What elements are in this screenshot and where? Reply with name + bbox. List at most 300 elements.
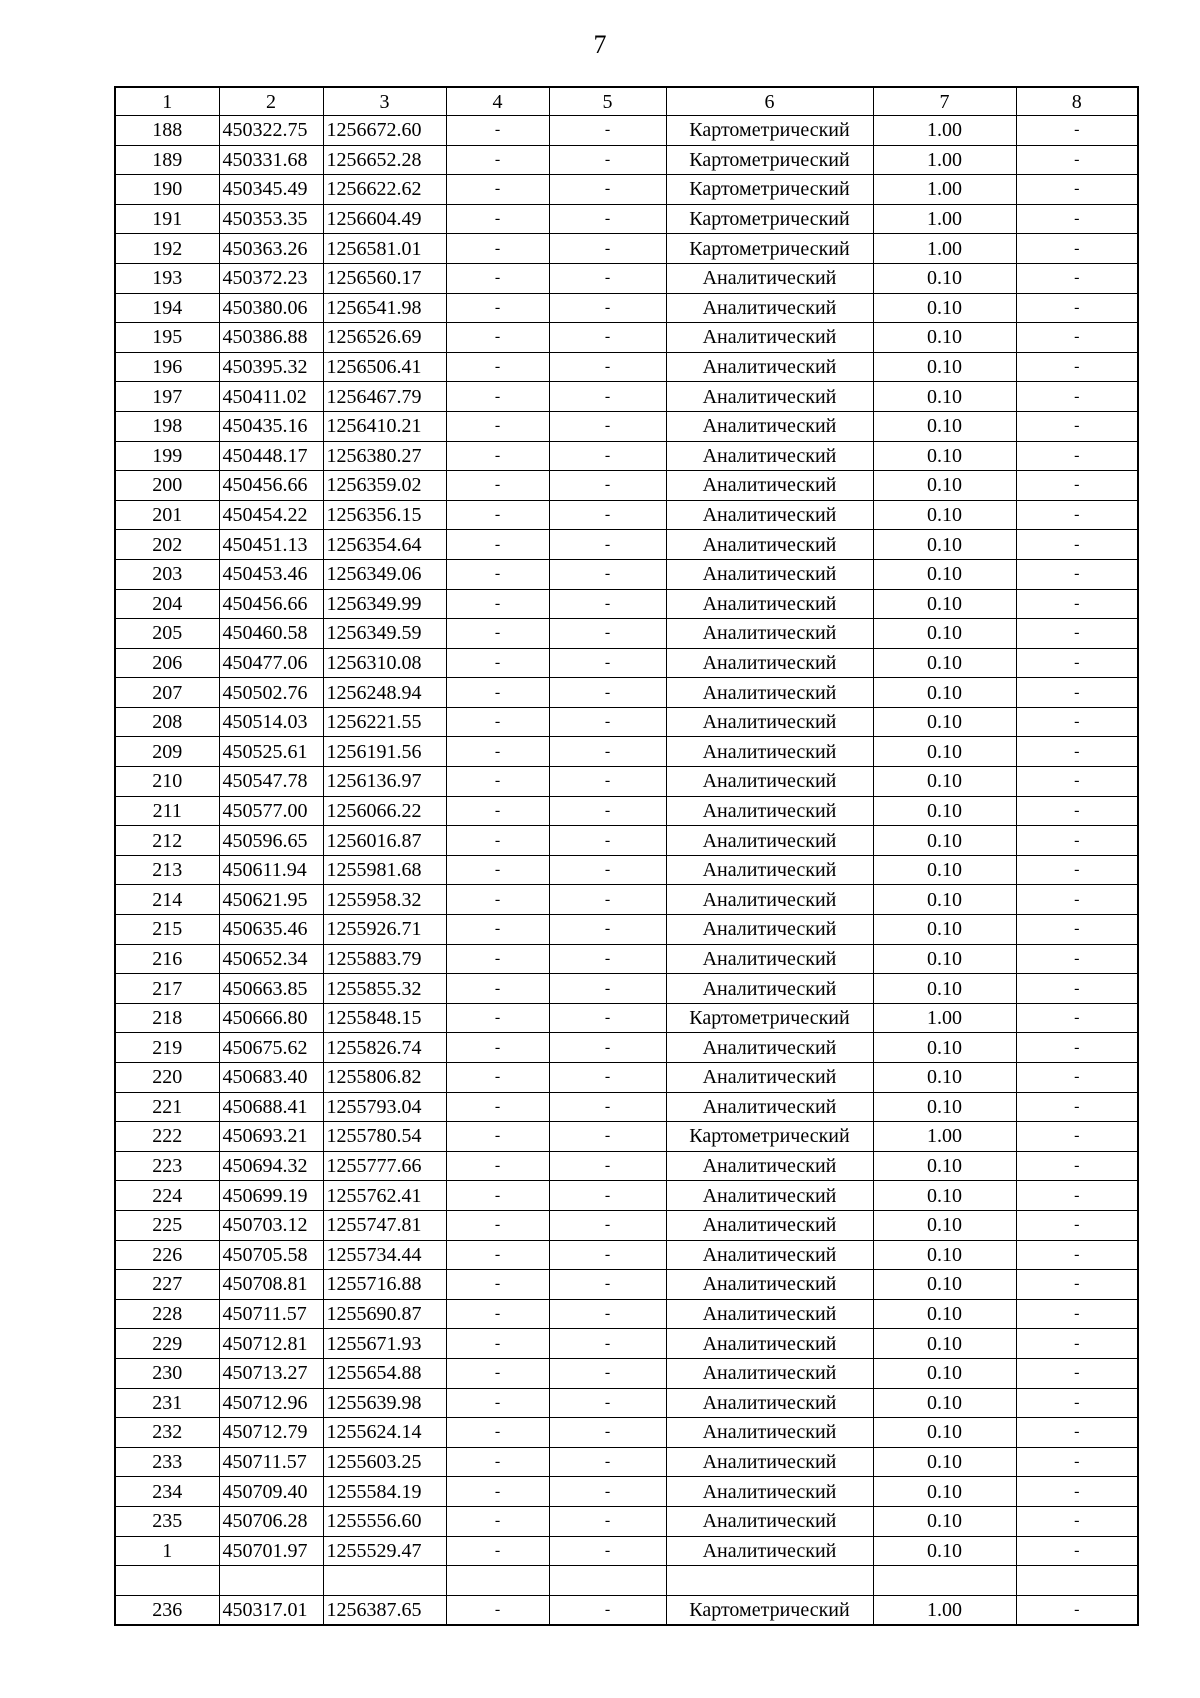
- accuracy-cell: 0.10: [873, 559, 1016, 589]
- col4-cell: -: [446, 707, 549, 737]
- x-coordinate-cell: 450652.34: [219, 944, 323, 974]
- table-row: [115, 589, 1138, 619]
- col4-cell: -: [446, 1358, 549, 1388]
- col8-cell: -: [1016, 145, 1138, 175]
- col8-cell: -: [1016, 707, 1138, 737]
- x-coordinate-cell: 450709.40: [219, 1477, 323, 1507]
- col4-cell: -: [446, 382, 549, 412]
- col4-cell: -: [446, 1033, 549, 1063]
- accuracy-cell: 0.10: [873, 974, 1016, 1004]
- y-coordinate-cell: 1256541.98: [323, 293, 446, 323]
- table-row: [115, 1210, 1138, 1240]
- point-number-cell: 208: [115, 707, 219, 737]
- point-number-cell: 225: [115, 1210, 219, 1240]
- x-coordinate-cell: 450317.01: [219, 1595, 323, 1625]
- table-row: [115, 737, 1138, 767]
- y-coordinate-cell: 1256380.27: [323, 441, 446, 471]
- col5-cell: -: [549, 796, 666, 826]
- col8-cell: -: [1016, 678, 1138, 708]
- x-coordinate-cell: 450621.95: [219, 885, 323, 915]
- col4-cell: -: [446, 796, 549, 826]
- y-coordinate-cell: 1255883.79: [323, 944, 446, 974]
- method-cell: Аналитический: [666, 263, 873, 293]
- col8-cell: -: [1016, 1418, 1138, 1448]
- col5-cell: -: [549, 1506, 666, 1536]
- accuracy-cell: 1.00: [873, 1595, 1016, 1625]
- col5-cell: -: [549, 1595, 666, 1625]
- accuracy-cell: 0.10: [873, 767, 1016, 797]
- y-coordinate-cell: 1256354.64: [323, 530, 446, 560]
- col5-cell: -: [549, 619, 666, 649]
- accuracy-cell: 0.10: [873, 648, 1016, 678]
- table-row: [115, 352, 1138, 382]
- method-cell: Картометрический: [666, 175, 873, 205]
- col5-cell: -: [549, 1033, 666, 1063]
- col4-cell: -: [446, 1181, 549, 1211]
- col8-cell: -: [1016, 767, 1138, 797]
- x-coordinate-cell: [219, 1566, 323, 1596]
- table-row: [115, 441, 1138, 471]
- table-row: [115, 826, 1138, 856]
- point-number-cell: 236: [115, 1595, 219, 1625]
- col4-cell: -: [446, 1536, 549, 1566]
- y-coordinate-cell: 1256387.65: [323, 1595, 446, 1625]
- method-cell: Аналитический: [666, 293, 873, 323]
- method-cell: Аналитический: [666, 500, 873, 530]
- table-row: [115, 1063, 1138, 1093]
- y-coordinate-cell: 1256248.94: [323, 678, 446, 708]
- col8-cell: -: [1016, 323, 1138, 353]
- accuracy-cell: 0.10: [873, 707, 1016, 737]
- coordinates-table: [114, 86, 1139, 1626]
- point-number-cell: 210: [115, 767, 219, 797]
- x-coordinate-cell: 450456.66: [219, 589, 323, 619]
- x-coordinate-cell: 450547.78: [219, 767, 323, 797]
- table-row: [115, 234, 1138, 264]
- accuracy-cell: 0.10: [873, 1418, 1016, 1448]
- y-coordinate-cell: 1255855.32: [323, 974, 446, 1004]
- col4-cell: -: [446, 885, 549, 915]
- x-coordinate-cell: 450322.75: [219, 116, 323, 146]
- x-coordinate-cell: 450611.94: [219, 855, 323, 885]
- col4-cell: -: [446, 559, 549, 589]
- table-row: [115, 1388, 1138, 1418]
- y-coordinate-cell: 1255806.82: [323, 1063, 446, 1093]
- col8-cell: -: [1016, 796, 1138, 826]
- col4-cell: -: [446, 145, 549, 175]
- method-cell: Аналитический: [666, 885, 873, 915]
- table-row: [115, 1240, 1138, 1270]
- accuracy-cell: 1.00: [873, 204, 1016, 234]
- col8-cell: -: [1016, 293, 1138, 323]
- y-coordinate-cell: 1255624.14: [323, 1418, 446, 1448]
- x-coordinate-cell: 450372.23: [219, 263, 323, 293]
- point-number-cell: 231: [115, 1388, 219, 1418]
- accuracy-cell: 0.10: [873, 1358, 1016, 1388]
- method-cell: Картометрический: [666, 116, 873, 146]
- table-header-row: [115, 87, 1138, 116]
- col5-cell: -: [549, 855, 666, 885]
- col5-cell: -: [549, 1151, 666, 1181]
- y-coordinate-cell: 1255762.41: [323, 1181, 446, 1211]
- point-number-cell: 226: [115, 1240, 219, 1270]
- col4-cell: -: [446, 1388, 549, 1418]
- x-coordinate-cell: 450502.76: [219, 678, 323, 708]
- col4-cell: -: [446, 1092, 549, 1122]
- col4-cell: -: [446, 1270, 549, 1300]
- x-coordinate-cell: 450712.81: [219, 1329, 323, 1359]
- accuracy-cell: 0.10: [873, 944, 1016, 974]
- table-row: [115, 767, 1138, 797]
- col4-cell: -: [446, 678, 549, 708]
- y-coordinate-cell: 1255556.60: [323, 1506, 446, 1536]
- header-cell: 4: [446, 87, 549, 116]
- x-coordinate-cell: 450706.28: [219, 1506, 323, 1536]
- x-coordinate-cell: 450331.68: [219, 145, 323, 175]
- accuracy-cell: 0.10: [873, 263, 1016, 293]
- y-coordinate-cell: 1255926.71: [323, 915, 446, 945]
- col5-cell: -: [549, 648, 666, 678]
- method-cell: Аналитический: [666, 974, 873, 1004]
- method-cell: Аналитический: [666, 707, 873, 737]
- col4-cell: -: [446, 234, 549, 264]
- point-number-cell: 222: [115, 1122, 219, 1152]
- point-number-cell: [115, 1566, 219, 1596]
- col5-cell: -: [549, 1329, 666, 1359]
- table-row: [115, 855, 1138, 885]
- method-cell: Аналитический: [666, 737, 873, 767]
- x-coordinate-cell: 450395.32: [219, 352, 323, 382]
- accuracy-cell: 0.10: [873, 915, 1016, 945]
- col8-cell: -: [1016, 1003, 1138, 1033]
- method-cell: Аналитический: [666, 1477, 873, 1507]
- col4-cell: -: [446, 323, 549, 353]
- table-row: [115, 411, 1138, 441]
- col4-cell: -: [446, 1447, 549, 1477]
- point-number-cell: 197: [115, 382, 219, 412]
- col8-cell: [1016, 1566, 1138, 1596]
- table-row: [115, 1181, 1138, 1211]
- x-coordinate-cell: 450688.41: [219, 1092, 323, 1122]
- col8-cell: -: [1016, 204, 1138, 234]
- accuracy-cell: 0.10: [873, 530, 1016, 560]
- method-cell: Картометрический: [666, 234, 873, 264]
- accuracy-cell: [873, 1566, 1016, 1596]
- table-row: [115, 1299, 1138, 1329]
- col5-cell: -: [549, 1240, 666, 1270]
- accuracy-cell: 0.10: [873, 1092, 1016, 1122]
- col5-cell: -: [549, 915, 666, 945]
- col5-cell: -: [549, 885, 666, 915]
- y-coordinate-cell: 1256410.21: [323, 411, 446, 441]
- col4-cell: -: [446, 1299, 549, 1329]
- x-coordinate-cell: 450711.57: [219, 1299, 323, 1329]
- method-cell: Аналитический: [666, 855, 873, 885]
- accuracy-cell: 1.00: [873, 175, 1016, 205]
- method-cell: Аналитический: [666, 1033, 873, 1063]
- col5-cell: -: [549, 826, 666, 856]
- point-number-cell: 198: [115, 411, 219, 441]
- col4-cell: -: [446, 826, 549, 856]
- x-coordinate-cell: 450712.79: [219, 1418, 323, 1448]
- point-number-cell: 192: [115, 234, 219, 264]
- y-coordinate-cell: 1256622.62: [323, 175, 446, 205]
- table-row: [115, 796, 1138, 826]
- point-number-cell: 195: [115, 323, 219, 353]
- point-number-cell: 194: [115, 293, 219, 323]
- point-number-cell: 228: [115, 1299, 219, 1329]
- accuracy-cell: 0.10: [873, 619, 1016, 649]
- point-number-cell: 203: [115, 559, 219, 589]
- col5-cell: -: [549, 737, 666, 767]
- col5-cell: -: [549, 1299, 666, 1329]
- accuracy-cell: 0.10: [873, 1447, 1016, 1477]
- col4-cell: -: [446, 1003, 549, 1033]
- col4-cell: -: [446, 974, 549, 1004]
- col4-cell: -: [446, 441, 549, 471]
- x-coordinate-cell: 450683.40: [219, 1063, 323, 1093]
- col8-cell: -: [1016, 589, 1138, 619]
- col4-cell: -: [446, 1122, 549, 1152]
- table-row: [115, 1092, 1138, 1122]
- col8-cell: -: [1016, 116, 1138, 146]
- x-coordinate-cell: 450460.58: [219, 619, 323, 649]
- col4-cell: -: [446, 619, 549, 649]
- col5-cell: -: [549, 589, 666, 619]
- x-coordinate-cell: 450456.66: [219, 471, 323, 501]
- col8-cell: -: [1016, 1536, 1138, 1566]
- col4-cell: -: [446, 1063, 549, 1093]
- y-coordinate-cell: 1256526.69: [323, 323, 446, 353]
- table-row: [115, 471, 1138, 501]
- col4-cell: -: [446, 204, 549, 234]
- col8-cell: -: [1016, 885, 1138, 915]
- y-coordinate-cell: 1255848.15: [323, 1003, 446, 1033]
- method-cell: Аналитический: [666, 1299, 873, 1329]
- x-coordinate-cell: 450453.46: [219, 559, 323, 589]
- y-coordinate-cell: 1255671.93: [323, 1329, 446, 1359]
- col8-cell: -: [1016, 944, 1138, 974]
- accuracy-cell: 1.00: [873, 145, 1016, 175]
- accuracy-cell: 0.10: [873, 1388, 1016, 1418]
- point-number-cell: 223: [115, 1151, 219, 1181]
- table-row: [115, 1506, 1138, 1536]
- x-coordinate-cell: 450711.57: [219, 1447, 323, 1477]
- col5-cell: -: [549, 1181, 666, 1211]
- y-coordinate-cell: 1255958.32: [323, 885, 446, 915]
- col8-cell: -: [1016, 1477, 1138, 1507]
- x-coordinate-cell: 450713.27: [219, 1358, 323, 1388]
- col4-cell: -: [446, 944, 549, 974]
- x-coordinate-cell: 450635.46: [219, 915, 323, 945]
- accuracy-cell: 0.10: [873, 471, 1016, 501]
- col5-cell: -: [549, 974, 666, 1004]
- table-row: [115, 974, 1138, 1004]
- point-number-cell: 234: [115, 1477, 219, 1507]
- point-number-cell: 235: [115, 1506, 219, 1536]
- method-cell: Картометрический: [666, 145, 873, 175]
- y-coordinate-cell: 1256604.49: [323, 204, 446, 234]
- col4-cell: -: [446, 1240, 549, 1270]
- header-cell: 6: [666, 87, 873, 116]
- x-coordinate-cell: 450703.12: [219, 1210, 323, 1240]
- point-number-cell: 211: [115, 796, 219, 826]
- method-cell: Аналитический: [666, 1358, 873, 1388]
- point-number-cell: 196: [115, 352, 219, 382]
- table-row: [115, 1358, 1138, 1388]
- col5-cell: -: [549, 1447, 666, 1477]
- col4-cell: -: [446, 530, 549, 560]
- point-number-cell: 216: [115, 944, 219, 974]
- table-row: [115, 293, 1138, 323]
- table-row: [115, 1418, 1138, 1448]
- accuracy-cell: 0.10: [873, 1477, 1016, 1507]
- point-number-cell: 202: [115, 530, 219, 560]
- col8-cell: -: [1016, 1595, 1138, 1625]
- col5-cell: -: [549, 1418, 666, 1448]
- col4-cell: -: [446, 116, 549, 146]
- y-coordinate-cell: 1256581.01: [323, 234, 446, 264]
- col8-cell: -: [1016, 1092, 1138, 1122]
- col8-cell: -: [1016, 855, 1138, 885]
- accuracy-cell: 0.10: [873, 885, 1016, 915]
- y-coordinate-cell: 1255734.44: [323, 1240, 446, 1270]
- accuracy-cell: 0.10: [873, 500, 1016, 530]
- point-number-cell: 227: [115, 1270, 219, 1300]
- header-cell: 5: [549, 87, 666, 116]
- col4-cell: -: [446, 737, 549, 767]
- col5-cell: -: [549, 767, 666, 797]
- col8-cell: -: [1016, 441, 1138, 471]
- col5-cell: -: [549, 116, 666, 146]
- method-cell: Аналитический: [666, 1536, 873, 1566]
- accuracy-cell: 0.10: [873, 382, 1016, 412]
- table-row: [115, 648, 1138, 678]
- col4-cell: -: [446, 648, 549, 678]
- x-coordinate-cell: 450675.62: [219, 1033, 323, 1063]
- point-number-cell: 218: [115, 1003, 219, 1033]
- x-coordinate-cell: 450699.19: [219, 1181, 323, 1211]
- method-cell: Аналитический: [666, 915, 873, 945]
- col8-cell: -: [1016, 559, 1138, 589]
- x-coordinate-cell: 450577.00: [219, 796, 323, 826]
- col4-cell: -: [446, 471, 549, 501]
- method-cell: Аналитический: [666, 1506, 873, 1536]
- col4-cell: -: [446, 589, 549, 619]
- table-row: [115, 1151, 1138, 1181]
- accuracy-cell: 0.10: [873, 1506, 1016, 1536]
- col8-cell: -: [1016, 352, 1138, 382]
- col4-cell: -: [446, 1595, 549, 1625]
- accuracy-cell: 1.00: [873, 1122, 1016, 1152]
- point-number-cell: 189: [115, 145, 219, 175]
- accuracy-cell: 0.10: [873, 1210, 1016, 1240]
- y-coordinate-cell: 1256066.22: [323, 796, 446, 826]
- point-number-cell: 212: [115, 826, 219, 856]
- x-coordinate-cell: 450525.61: [219, 737, 323, 767]
- col5-cell: -: [549, 1003, 666, 1033]
- y-coordinate-cell: 1255654.88: [323, 1358, 446, 1388]
- col5-cell: -: [549, 234, 666, 264]
- method-cell: Аналитический: [666, 323, 873, 353]
- method-cell: Аналитический: [666, 1329, 873, 1359]
- table-row: [115, 1329, 1138, 1359]
- method-cell: Аналитический: [666, 530, 873, 560]
- x-coordinate-cell: 450701.97: [219, 1536, 323, 1566]
- col8-cell: -: [1016, 1447, 1138, 1477]
- col5-cell: -: [549, 471, 666, 501]
- x-coordinate-cell: 450353.35: [219, 204, 323, 234]
- col4-cell: -: [446, 1477, 549, 1507]
- accuracy-cell: 0.10: [873, 1299, 1016, 1329]
- point-number-cell: 191: [115, 204, 219, 234]
- col8-cell: -: [1016, 1329, 1138, 1359]
- x-coordinate-cell: 450708.81: [219, 1270, 323, 1300]
- col8-cell: -: [1016, 1181, 1138, 1211]
- method-cell: Аналитический: [666, 678, 873, 708]
- accuracy-cell: 0.10: [873, 323, 1016, 353]
- table-row: [115, 323, 1138, 353]
- method-cell: Аналитический: [666, 1092, 873, 1122]
- col8-cell: -: [1016, 619, 1138, 649]
- method-cell: Аналитический: [666, 1210, 873, 1240]
- col5-cell: -: [549, 500, 666, 530]
- point-number-cell: 217: [115, 974, 219, 1004]
- col4-cell: [446, 1566, 549, 1596]
- col5-cell: -: [549, 707, 666, 737]
- col8-cell: -: [1016, 471, 1138, 501]
- col8-cell: -: [1016, 1240, 1138, 1270]
- table-row: [115, 619, 1138, 649]
- x-coordinate-cell: 450380.06: [219, 293, 323, 323]
- table-row: [115, 707, 1138, 737]
- y-coordinate-cell: 1255584.19: [323, 1477, 446, 1507]
- point-number-cell: 221: [115, 1092, 219, 1122]
- col4-cell: -: [446, 352, 549, 382]
- col4-cell: -: [446, 175, 549, 205]
- method-cell: Картометрический: [666, 1122, 873, 1152]
- y-coordinate-cell: 1256016.87: [323, 826, 446, 856]
- method-cell: Аналитический: [666, 1447, 873, 1477]
- col5-cell: -: [549, 530, 666, 560]
- y-coordinate-cell: 1256310.08: [323, 648, 446, 678]
- col5-cell: -: [549, 323, 666, 353]
- accuracy-cell: 0.10: [873, 1151, 1016, 1181]
- accuracy-cell: 0.10: [873, 737, 1016, 767]
- col5-cell: -: [549, 441, 666, 471]
- x-coordinate-cell: 450386.88: [219, 323, 323, 353]
- col4-cell: -: [446, 915, 549, 945]
- accuracy-cell: 0.10: [873, 796, 1016, 826]
- col5-cell: -: [549, 1122, 666, 1152]
- y-coordinate-cell: 1256560.17: [323, 263, 446, 293]
- x-coordinate-cell: 450596.65: [219, 826, 323, 856]
- y-coordinate-cell: 1255529.47: [323, 1536, 446, 1566]
- col8-cell: -: [1016, 175, 1138, 205]
- method-cell: Аналитический: [666, 796, 873, 826]
- col4-cell: -: [446, 767, 549, 797]
- accuracy-cell: 1.00: [873, 1003, 1016, 1033]
- col5-cell: -: [549, 1477, 666, 1507]
- accuracy-cell: 0.10: [873, 678, 1016, 708]
- method-cell: Аналитический: [666, 944, 873, 974]
- x-coordinate-cell: 450448.17: [219, 441, 323, 471]
- col8-cell: -: [1016, 411, 1138, 441]
- accuracy-cell: 0.10: [873, 1240, 1016, 1270]
- method-cell: Аналитический: [666, 619, 873, 649]
- point-number-cell: 205: [115, 619, 219, 649]
- col8-cell: -: [1016, 1063, 1138, 1093]
